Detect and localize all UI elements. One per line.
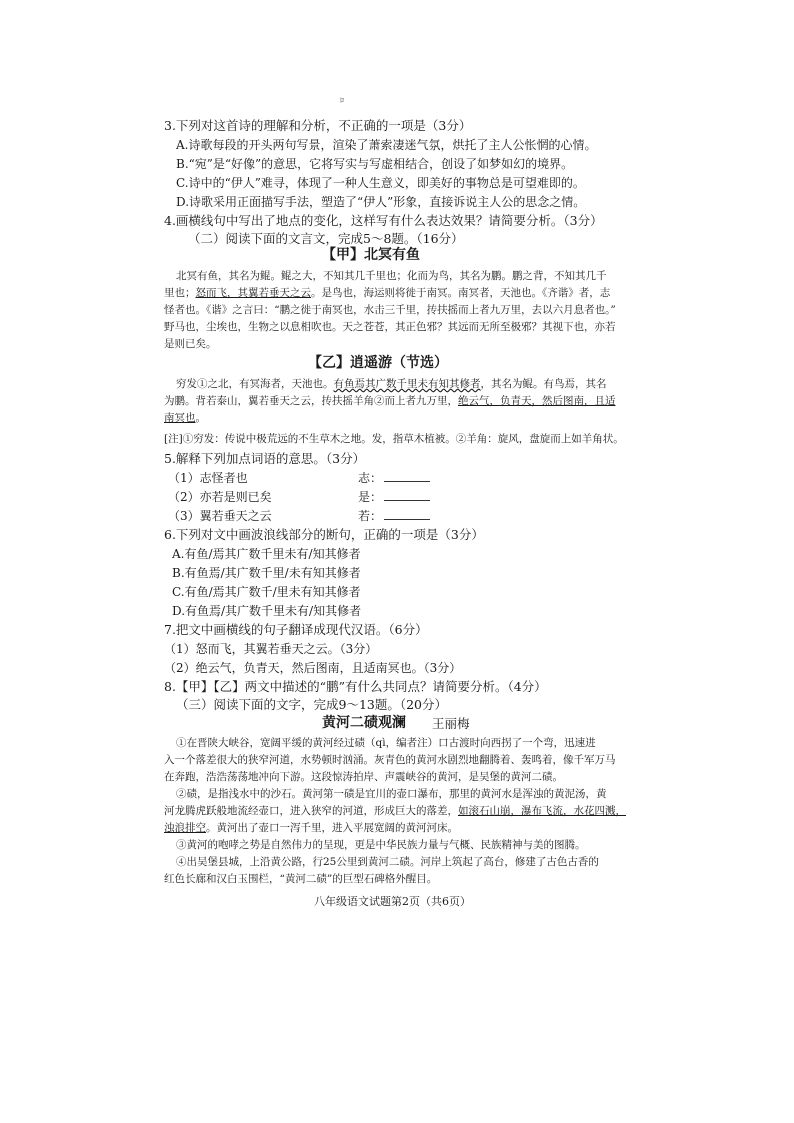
essay-p4-line-1: ④出吴堡县城，上沿黄公路，行25公里到黄河二碛。河岸上筑起了高台，修建了古色古香的 [176, 856, 599, 868]
underlined-sentence-jia: 怒而飞，其翼若垂天之云 [195, 287, 311, 299]
underlined-phrase-essay: 如滚石山崩，瀑布飞流，水花四溅， [458, 805, 626, 817]
passage-jia-line-5: 是则已矣。 [164, 338, 217, 350]
essay-p3-line-1: ③黄河的咆哮之势是自然伟力的呈现，更是中华民族力量与气概、民族精神与美的图腾。 [176, 839, 586, 851]
essay-p1-line-3: 在奔跑，浩浩荡荡地冲向下游。这段惊涛拍岸、声震峡谷的黄河，是吴堡的黄河二碛。 [164, 771, 563, 783]
section-3-heading: （三）阅读下面的文字，完成9～13题。（20分） [176, 697, 448, 712]
wavy-underlined-sentence: 有鱼焉其广数千里未有知其修者 [333, 378, 481, 390]
question-6-option-c: C.有鱼/焉其广数千/里未有知其修者 [172, 585, 361, 599]
question-5-item-1: （1）志怪者也 [168, 471, 248, 485]
question-7-stem: 7.把文中画横线的句子翻译成现代汉语。（6分） [164, 622, 428, 637]
question-7-item-1: （1）怒而飞，其翼若垂天之云。（3分） [164, 642, 378, 656]
passage-jia-title: 【甲】北冥有鱼 [322, 247, 420, 263]
question-5-answer-2[interactable]: 是： [358, 489, 430, 505]
question-6-option-a: A.有鱼/焉其广数千里未有/知其修者 [172, 547, 361, 561]
section-2-heading: （二）阅读下面的文言文，完成5～8题。（16分） [188, 231, 464, 246]
question-7-item-2: （2）绝云气，负青天，然后图南，且适南冥也。（3分） [164, 661, 462, 675]
passage-yi-line-1: 穷发①之北，有冥海者，天池也。有鱼焉其广数千里未有知其修者，其名为鲲。有鸟焉，其名 [176, 378, 607, 390]
passage-jia-line-3: 怪者也。《谐》之言曰：“鹏之徙于南冥也，水击三千里，抟扶摇而上者九万里，去以六月息者也。” [164, 304, 616, 316]
question-3-stem: 3.下列对这首诗的理解和分析，不正确的一项是（3分） [164, 118, 472, 133]
essay-p1-line-2: 入一个落差很大的狭窄河道，水势顿时汹涌。灰青色的黄河水剧烈地翻腾着、轰鸣着，像千军万马 [164, 754, 616, 766]
question-3-option-d: D.诗歌采用正面描写手法，塑造了“伊人”形象，直接诉说主人公的思念之情。 [176, 195, 586, 209]
essay-author: 王丽梅 [432, 716, 470, 731]
question-5-answer-3[interactable]: 若： [358, 508, 430, 524]
question-8: 8.【甲】【乙】两文中描述的“鹏”有什么共同点？请简要分析。（4分） [164, 679, 547, 694]
question-6-stem: 6.下列对文中画波浪线部分的断句，正确的一项是（3分） [164, 527, 484, 542]
answer-blank[interactable] [384, 470, 430, 482]
passage-jia-line-1: 北冥有鱼，其名为鲲。鲲之大，不知其几千里也；化而为鸟，其名为鹏。鹏之背，不知其几千 [176, 270, 607, 282]
passage-jia-line-4: 野马也，尘埃也，生物之以息相吹也。天之苍苍，其正色邪？其远而无所至极邪？其视下也，亦若 [164, 321, 616, 333]
underlined-sentence-yi: 绝云气，负青天，然后图南，且适 [458, 395, 616, 407]
question-5-stem: 5.解释下列加点词语的意思。（3分） [164, 451, 366, 466]
essay-p2-line-3: 浊浪排空。黄河出了壶口一泻千里，进入平展宽阔的黄河河床。 [164, 822, 458, 834]
passage-yi-title: 【乙】逍遥游（节选） [308, 355, 448, 371]
question-5-item-3: （3）翼若垂天之云 [168, 509, 272, 523]
question-5-answer-1[interactable]: 志： [358, 470, 430, 486]
question-4: 4.画横线句中写出了地点的变化，这样写有什么表达效果？请简要分析。（3分） [164, 213, 603, 228]
scan-mark: ﾛ [340, 96, 344, 105]
question-3-option-b: B.“宛”是“好像”的意思，它将写实与写虚相结合，创设了如梦如幻的境界。 [176, 157, 574, 171]
essay-p2-line-2: 河龙腾虎跃般地流经壶口，进入狭窄的河道，形成巨大的落差，如滚石山崩，瀑布飞流，水花四溅， [164, 805, 626, 817]
question-5-item-2: （2）亦若是则已矣 [168, 490, 272, 504]
page-footer: 八年级语文试题第2页（共6页） [314, 895, 471, 908]
question-3-option-a: A.诗歌每段的开头两句写景，渲染了萧索凄迷气氛，烘托了主人公怅惘的心情。 [176, 138, 597, 152]
essay-p4-line-2: 红色长廊和汉白玉围栏，“黄河二碛”的巨型石碑格外醒目。 [164, 873, 438, 885]
question-3-option-c: C.诗中的“伊人”难寻，体现了一种人生意义，即美好的事物总是可望难即的。 [176, 176, 585, 190]
passage-yi-line-3: 南冥也。 [164, 412, 206, 424]
question-6-option-b: B.有鱼焉/其广数千里/未有知其修者 [172, 566, 361, 580]
essay-p1-line-1: ①在晋陕大峡谷，宽阔平缓的黄河经过碛（qì，编者注）口古渡时向西拐了一个弯，迅速进 [176, 737, 596, 749]
passage-yi-line-2: 为鹏。背若泰山，翼若垂天之云，抟扶摇羊角②而上者九万里，绝云气，负青天，然后图南，且适 [164, 395, 616, 407]
annotation-note: [注]①穷发：传说中极荒远的不生草木之地。发，指草木植被。②羊角：旋风，盘旋而上如羊角状。 [164, 433, 624, 445]
essay-title: 黄河二碛观澜 [322, 715, 406, 731]
answer-blank[interactable] [384, 508, 430, 520]
question-6-option-d: D.有鱼焉/其广数千里未有/知其修者 [172, 604, 362, 618]
passage-jia-line-2: 里也；怒而飞，其翼若垂天之云。是鸟也，海运则将徙于南冥。南冥者，天池也。《齐谐》者，志 [164, 287, 611, 299]
essay-p2-line-1: ②碛，是指浅水中的沙石。黄河第一碛是宜川的壶口瀑布，那里的黄河水是浑浊的黄泥汤，黄 [176, 788, 607, 800]
answer-blank[interactable] [384, 489, 430, 501]
